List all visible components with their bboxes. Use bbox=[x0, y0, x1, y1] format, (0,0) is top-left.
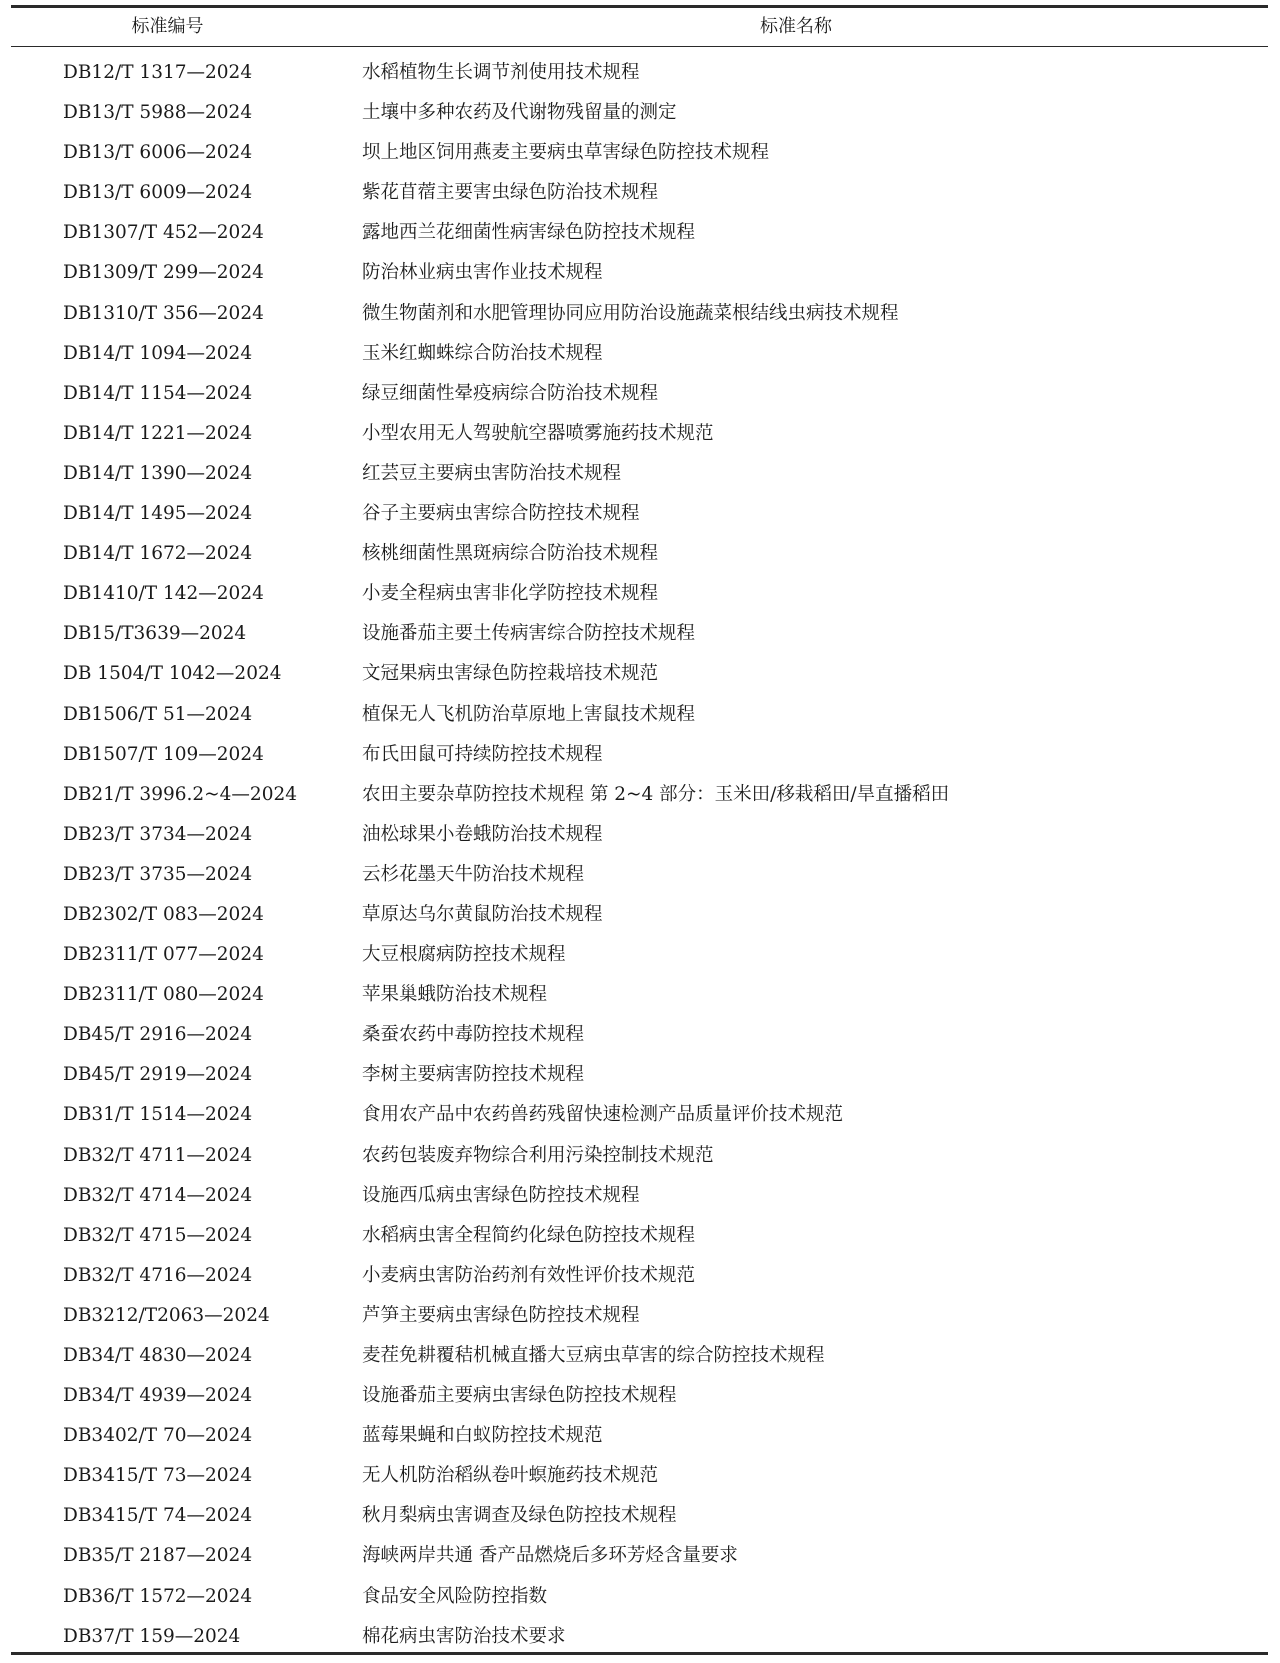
table-row bbox=[11, 1536, 1268, 1576]
table-row bbox=[11, 614, 1268, 654]
standard-name: 小麦全程病虫害非化学防控技术规程 bbox=[362, 583, 659, 605]
standard-code: DB13/T 5988—2024 bbox=[63, 102, 253, 124]
standard-code: DB45/T 2919—2024 bbox=[63, 1064, 253, 1086]
table-row bbox=[11, 775, 1268, 815]
table-row bbox=[11, 294, 1268, 334]
standard-name: 文冠果病虫害绿色防控栽培技术规范 bbox=[362, 663, 659, 685]
standard-code: DB37/T 159—2024 bbox=[63, 1625, 241, 1647]
standard-name: 李树主要病害防控技术规程 bbox=[362, 1064, 585, 1086]
standard-code: DB1310/T 356—2024 bbox=[63, 302, 264, 324]
table-row bbox=[11, 1095, 1268, 1135]
standard-code: DB13/T 6006—2024 bbox=[63, 142, 253, 164]
standard-code: DB14/T 1154—2024 bbox=[63, 382, 253, 404]
table-row bbox=[11, 454, 1268, 494]
table-row bbox=[11, 1376, 1268, 1416]
standard-code: DB32/T 4711—2024 bbox=[63, 1144, 253, 1166]
standard-name: 布氏田鼠可持续防控技术规程 bbox=[362, 743, 603, 765]
table-row bbox=[11, 574, 1268, 614]
table-row bbox=[11, 855, 1268, 895]
standard-code: DB1307/T 452—2024 bbox=[63, 222, 264, 244]
standard-name: 防治林业病虫害作业技术规程 bbox=[362, 262, 603, 284]
standard-name: 蓝莓果蝇和白蚁防控技术规范 bbox=[362, 1425, 603, 1447]
standard-code: DB2311/T 080—2024 bbox=[63, 984, 264, 1006]
header-standard-code: 标准编号 bbox=[131, 16, 204, 37]
standard-code: DB34/T 4939—2024 bbox=[63, 1385, 253, 1407]
standard-code: DB14/T 1390—2024 bbox=[63, 462, 253, 484]
standard-name: 土壤中多种农药及代谢物残留量的测定 bbox=[362, 102, 677, 124]
standard-name: 红芸豆主要病虫害防治技术规程 bbox=[362, 462, 622, 484]
standard-name: 设施番茄主要土传病害综合防控技术规程 bbox=[362, 623, 696, 645]
standard-name: 苹果巢蛾防治技术规程 bbox=[362, 984, 548, 1006]
table-row bbox=[11, 534, 1268, 574]
standard-code: DB1410/T 142—2024 bbox=[63, 583, 264, 605]
standard-code: DB3402/T 70—2024 bbox=[63, 1425, 253, 1447]
table-row bbox=[11, 1617, 1268, 1657]
table-row bbox=[11, 1577, 1268, 1617]
table-body bbox=[11, 47, 1268, 1657]
standard-name: 水稻病虫害全程简约化绿色防控技术规程 bbox=[362, 1224, 696, 1246]
standard-code: DB2311/T 077—2024 bbox=[63, 944, 264, 966]
table-row bbox=[11, 695, 1268, 735]
standard-code: DB12/T 1317—2024 bbox=[63, 62, 253, 83]
standard-name: 农药包装废弃物综合利用污染控制技术规范 bbox=[362, 1144, 714, 1166]
table-row bbox=[11, 935, 1268, 975]
standard-name: 露地西兰花细菌性病害绿色防控技术规程 bbox=[362, 222, 696, 244]
table-row bbox=[11, 895, 1268, 935]
table-row bbox=[11, 1296, 1268, 1336]
standard-name: 农田主要杂草防控技术规程 第 2~4 部分：玉米田/移栽稻田/旱直播稻田 bbox=[362, 783, 950, 805]
table-row bbox=[11, 654, 1268, 694]
table-row bbox=[11, 133, 1268, 173]
table-row bbox=[11, 1456, 1268, 1496]
standard-name: 微生物菌剂和水肥管理协同应用防治设施蔬菜根结线虫病技术规程 bbox=[362, 302, 899, 324]
standard-code: DB23/T 3735—2024 bbox=[63, 863, 253, 885]
table-row bbox=[11, 334, 1268, 374]
table-row bbox=[11, 1416, 1268, 1456]
standard-name: 无人机防治稻纵卷叶螟施药技术规范 bbox=[362, 1465, 659, 1487]
standard-code: DB35/T 2187—2024 bbox=[63, 1545, 253, 1567]
standard-code: DB34/T 4830—2024 bbox=[63, 1345, 253, 1366]
table-row bbox=[11, 213, 1268, 253]
standard-code: DB32/T 4714—2024 bbox=[63, 1184, 253, 1206]
standard-name: 秋月梨病虫害调查及绿色防控技术规程 bbox=[362, 1505, 677, 1527]
standard-code: DB36/T 1572—2024 bbox=[63, 1585, 253, 1607]
standard-code: DB1309/T 299—2024 bbox=[63, 262, 264, 284]
standard-name: 紫花苜蓿主要害虫绿色防治技术规程 bbox=[362, 182, 659, 204]
standard-name: 大豆根腐病防控技术规程 bbox=[362, 944, 566, 966]
table-row bbox=[11, 735, 1268, 775]
standard-code: DB15/T3639—2024 bbox=[63, 623, 247, 645]
table-row bbox=[11, 1256, 1268, 1296]
table-row bbox=[11, 1136, 1268, 1176]
standard-code: DB23/T 3734—2024 bbox=[63, 823, 253, 845]
standard-code: DB3415/T 73—2024 bbox=[63, 1465, 253, 1487]
header-standard-name: 标准名称 bbox=[760, 16, 832, 37]
standards-table bbox=[11, 5, 1268, 1657]
table-row bbox=[11, 374, 1268, 414]
standard-name: 核桃细菌性黑斑病综合防治技术规程 bbox=[362, 543, 659, 565]
standard-code: DB45/T 2916—2024 bbox=[63, 1024, 253, 1046]
table-row bbox=[11, 253, 1268, 293]
standard-name: 绿豆细菌性晕疫病综合防治技术规程 bbox=[362, 382, 659, 404]
standard-code: DB14/T 1221—2024 bbox=[63, 422, 253, 444]
table-header-row bbox=[11, 8, 1268, 46]
table-row bbox=[11, 815, 1268, 855]
table-row bbox=[11, 1216, 1268, 1256]
standard-code: DB3212/T2063—2024 bbox=[63, 1304, 270, 1326]
table-row bbox=[11, 1055, 1268, 1095]
table-bottom-rule bbox=[11, 1652, 1268, 1655]
standard-name: 芦笋主要病虫害绿色防控技术规程 bbox=[362, 1304, 640, 1326]
standard-name: 桑蚕农药中毒防控技术规程 bbox=[362, 1024, 585, 1046]
table-row bbox=[11, 494, 1268, 534]
standard-code: DB14/T 1094—2024 bbox=[63, 342, 253, 364]
table-row bbox=[11, 975, 1268, 1015]
table-row bbox=[11, 93, 1268, 133]
standard-name: 海峡两岸共通 香产品燃烧后多环芳烃含量要求 bbox=[362, 1545, 738, 1567]
table-row bbox=[11, 414, 1268, 454]
standard-name: 设施西瓜病虫害绿色防控技术规程 bbox=[362, 1184, 640, 1206]
standard-code: DB32/T 4716—2024 bbox=[63, 1264, 253, 1286]
standard-name: 食品安全风险防控指数 bbox=[362, 1585, 548, 1607]
standard-name: 麦茬免耕覆秸机械直播大豆病虫草害的综合防控技术规程 bbox=[362, 1345, 825, 1366]
standard-name: 设施番茄主要病虫害绿色防控技术规程 bbox=[362, 1385, 677, 1407]
table-row bbox=[11, 1336, 1268, 1376]
standard-code: DB1507/T 109—2024 bbox=[63, 743, 264, 765]
standard-code: DB14/T 1495—2024 bbox=[63, 503, 253, 525]
standard-code: DB32/T 4715—2024 bbox=[63, 1224, 253, 1246]
standard-code: DB 1504/T 1042—2024 bbox=[63, 663, 282, 685]
standard-code: DB21/T 3996.2~4—2024 bbox=[63, 783, 298, 805]
table-row bbox=[11, 1176, 1268, 1216]
standard-name: 小麦病虫害防治药剂有效性评价技术规范 bbox=[362, 1264, 696, 1286]
standard-code: DB13/T 6009—2024 bbox=[63, 182, 253, 204]
standard-name: 油松球果小卷蛾防治技术规程 bbox=[362, 823, 603, 845]
standard-code: DB14/T 1672—2024 bbox=[63, 543, 253, 565]
standard-name: 坝上地区饲用燕麦主要病虫草害绿色防控技术规程 bbox=[362, 142, 770, 164]
standard-name: 棉花病虫害防治技术要求 bbox=[362, 1625, 566, 1647]
standard-name: 植保无人飞机防治草原地上害鼠技术规程 bbox=[362, 703, 696, 725]
table-row bbox=[11, 53, 1268, 93]
standard-code: DB31/T 1514—2024 bbox=[63, 1104, 253, 1126]
table-row bbox=[11, 173, 1268, 213]
standard-name: 云杉花墨天牛防治技术规程 bbox=[362, 863, 585, 885]
standard-name: 玉米红蜘蛛综合防治技术规程 bbox=[362, 342, 603, 364]
standard-name: 水稻植物生长调节剂使用技术规程 bbox=[362, 62, 640, 83]
table-row bbox=[11, 1015, 1268, 1055]
standard-name: 草原达乌尔黄鼠防治技术规程 bbox=[362, 903, 603, 925]
standard-name: 谷子主要病虫害综合防控技术规程 bbox=[362, 503, 640, 525]
standard-name: 小型农用无人驾驶航空器喷雾施药技术规范 bbox=[362, 422, 714, 444]
standard-code: DB2302/T 083—2024 bbox=[63, 903, 264, 925]
standard-code: DB1506/T 51—2024 bbox=[63, 703, 253, 725]
standard-name: 食用农产品中农药兽药残留快速检测产品质量评价技术规范 bbox=[362, 1104, 844, 1126]
standard-code: DB3415/T 74—2024 bbox=[63, 1505, 253, 1527]
table-row bbox=[11, 1496, 1268, 1536]
